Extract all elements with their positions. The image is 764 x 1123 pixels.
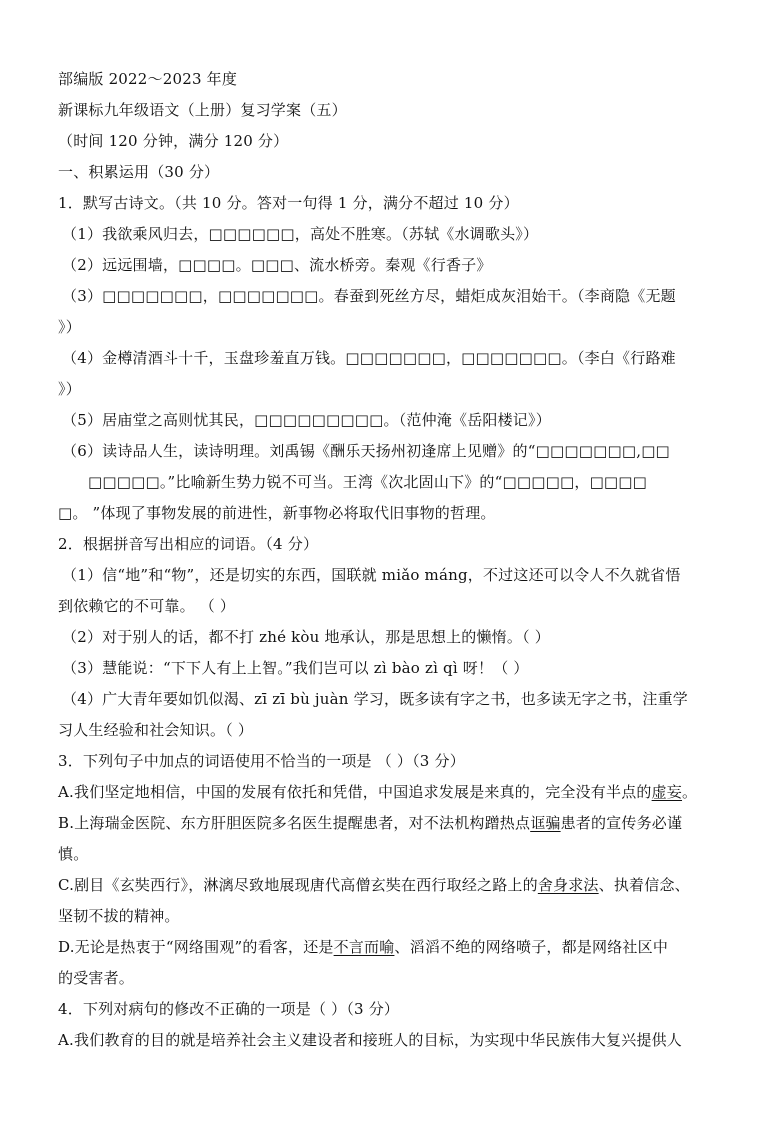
q3-option-a [58,782,718,802]
q1-item-6-cont-2: □。 ”体现了事物发展的前进性，新事物必将取代旧事物的哲理。 [58,504,496,522]
option-text: C.剧目《玄奘西行》，淋漓尽致地展现唐代高僧玄奘在西行取经之路上的 [58,876,538,894]
underlined-word: 舍身求法 [537,876,599,894]
q1-item-6-cont-1: □□□□□。”比喻新生势力锐不可当。王湾《次北固山下》的“□□□□□，□□□□ [88,473,648,491]
question-3-stem: 3．下列句子中加点的词语使用不恰当的一项是 （ ）（3 分） [58,752,465,770]
q2-item-3: （3）慧能说：“下下人有上上智。”我们岂可以 zì bào zì qì 呀！（ ） [62,659,529,677]
q1-item-2: （2）远远围墙，□□□□。□□□、流水桥旁。秦观《行香子》 [62,256,492,274]
q2-item-1: （1）信“地”和“物”，还是切实的东西，国联就 miǎo máng，不过这还可以令人不久就省悟 [62,566,681,584]
section-heading: 一、积累运用（30 分） [58,163,220,181]
q1-item-4-cont: 》） [58,380,81,398]
option-text: A.我们坚定地相信，中国的发展有依托和凭借，中国追求发展是来真的，完全没有半点的 [58,783,652,801]
underlined-word: 虚妄 [651,783,683,801]
edition-line: 部编版 2022～2023 年度 [58,70,238,88]
time-info: （时间 120 分钟，满分 120 分） [58,132,289,150]
q1-item-5: （5）居庙堂之高则忧其民，□□□□□□□□□。（范仲淹《岳阳楼记》） [62,411,551,429]
option-text: 、滔滔不绝的网络喷子，都是网络社区中 [394,938,669,956]
q1-item-6: （6）读诗品人生，读诗明理。刘禹锡《酬乐天扬州初逢席上见赠》的“□□□□□□□,□□ [62,442,670,460]
q3-option-d-cont: 的受害者。 [58,969,135,987]
option-text: D.无论是热衷于“网络围观”的看客，还是 [58,938,334,956]
question-2-stem: 2．根据拼音写出相应的词语。（4 分） [58,535,319,553]
q4-option-a: A.我们教育的目的就是培养社会主义建设者和接班人的目标，为实现中华民族伟大复兴提供人 [58,1031,683,1049]
option-text: 、执着信念、 [598,876,690,894]
question-4-stem: 4．下列对病句的修改不正确的一项是（ ）（3 分） [58,1000,400,1018]
option-text: 患者的宣传务必谨 [560,814,683,832]
q1-item-3-cont: 》） [58,318,81,336]
q3-option-c [58,875,718,895]
q3-option-d [58,937,718,957]
option-text: 。 [682,783,698,801]
q1-item-4: （4）金樽清酒斗十千，玉盘珍羞直万钱。□□□□□□□，□□□□□□□。（李白《行路难 [62,349,676,367]
q2-item-1-cont: 到依赖它的不可靠。 （ ） [58,597,236,615]
q3-option-b [58,813,718,833]
q1-item-3: （3）□□□□□□□，□□□□□□□。春蚕到死丝方尽，蜡炬成灰泪始干。（李商隐《无题 [62,287,676,305]
q3-option-b-cont: 慎。 [58,845,89,863]
option-text: B.上海瑞金医院、东方肝胆医院多名医生提醒患者，对不法机构蹭热点 [58,814,531,832]
q2-item-4-cont: 习人生经验和社会知识。（ ） [58,721,254,739]
underlined-word: 诓骗 [530,814,561,832]
q1-item-1: （1）我欲乘风归去，□□□□□□，高处不胜寒。（苏轼《水调歌头》） [62,225,539,243]
q3-option-c-cont: 坚韧不拔的精神。 [58,907,180,925]
document-title: 新课标九年级语文（上册）复习学案（五） [58,101,347,119]
question-1-stem: 1．默写古诗文。（共 10 分。答对一句得 1 分，满分不超过 10 分） [58,194,519,212]
underlined-word: 不言而喻 [333,938,395,956]
q2-item-4: （4）广大青年要如饥似渴、zī zī bù juàn 学习，既多读有字之书，也多读无字之书，注重学 [62,690,688,708]
q2-item-2: （2）对于别人的话，都不打 zhé kòu 地承认，那是思想上的懒惰。（ ） [62,628,550,646]
